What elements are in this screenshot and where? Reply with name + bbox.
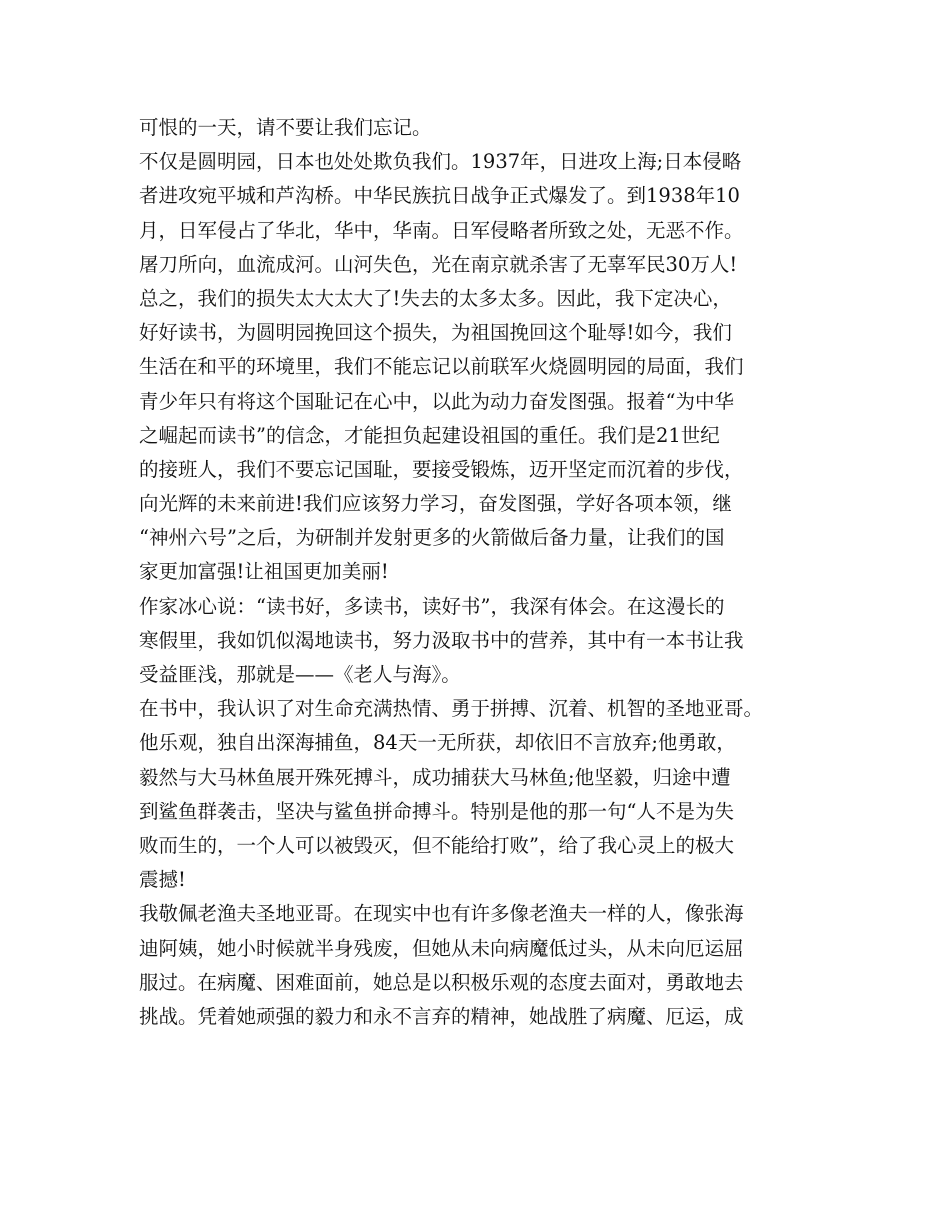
text-line: 毅然与大马林鱼展开殊死搏斗，成功捕获大马林鱼;他坚毅，归途中遭 [139,765,731,789]
text-line: 迪阿姨，她小时候就半身残废，但她从未向病魔低过头，从未向厄运屈 [139,936,744,960]
text-line: 总之，我们的损失太大太大了!失去的太多太多。因此，我下定决心， [139,286,732,310]
text-line: 可恨的一天，请不要让我们忘记。 [139,116,432,139]
text-line: 寒假里，我如饥似渴地读书，努力汲取书中的营养，其中有一本书让我 [139,628,744,652]
text-line: 的接班人，我们不要忘记国耻，要接受锻炼，迈开坚定而沉着的步伐， [139,457,744,481]
text-line: 屠刀所向，血流成河。山河失色，光在南京就杀害了无辜军民30万人! [139,252,738,276]
text-line: 败而生的，一个人可以被毁灭，但不能给打败”，给了我心灵上的极大 [139,833,734,857]
text-line: 挑战。凭着她顽强的毅力和永不言弃的精神，她战胜了病魔、厄运，成 [139,1004,744,1028]
text-line: 我敬佩老渔夫圣地亚哥。在现实中也有许多像老渔夫一样的人，像张海 [139,902,744,926]
text-line: 好好读书，为圆明园挽回这个损失，为祖国挽回这个耻辱!如今，我们 [139,321,732,345]
text-line: “神州六号”之后，为研制并发射更多的火箭做后备力量，让我们的国 [139,526,725,550]
text-line: 在书中，我认识了对生命充满热情、勇于拼搏、沉着、机智的圣地亚哥。 [139,697,764,721]
text-line: 青少年只有将这个国耻记在心中，以此为动力奋发图强。报着“为中华 [139,389,734,413]
body-text [139,111,829,1034]
text-line: 之崛起而读书”的信念，才能担负起建设祖国的重任。我们是21世纪 [139,423,720,447]
text-line: 震撼! [139,868,186,892]
text-line: 月，日军侵占了华北，华中，华南。日军侵略者所致之处，无恶不作。 [139,218,744,242]
text-line: 服过。在病魔、困难面前，她总是以积极乐观的态度去面对，勇敢地去 [139,970,744,994]
text-line: 受益匪浅，那就是——《老人与海》。 [139,663,461,686]
text-line: 生活在和平的环境里，我们不能忘记以前联军火烧圆明园的局面，我们 [139,355,744,379]
text-line: 作家冰心说：“读书好，多读书，读好书”，我深有体会。在这漫长的 [139,594,725,618]
text-line: 到鲨鱼群袭击，坚决与鲨鱼拼命搏斗。特别是他的那一句“人不是为失 [139,799,734,823]
text-line: 向光辉的未来前进!我们应该努力学习，奋发图强，学好各项本领，继 [139,492,732,516]
text-line: 他乐观，独自出深海捕鱼，84天一无所获，却依旧不言放弃;他勇敢， [139,731,736,755]
text-line: 不仅是圆明园，日本也处处欺负我们。1937年，日进攻上海;日本侵略 [139,150,742,174]
text-line: 家更加富强!让祖国更加美丽! [139,560,389,584]
text-line: 者进攻宛平城和芦沟桥。中华民族抗日战争正式爆发了。到1938年10 [139,184,740,208]
